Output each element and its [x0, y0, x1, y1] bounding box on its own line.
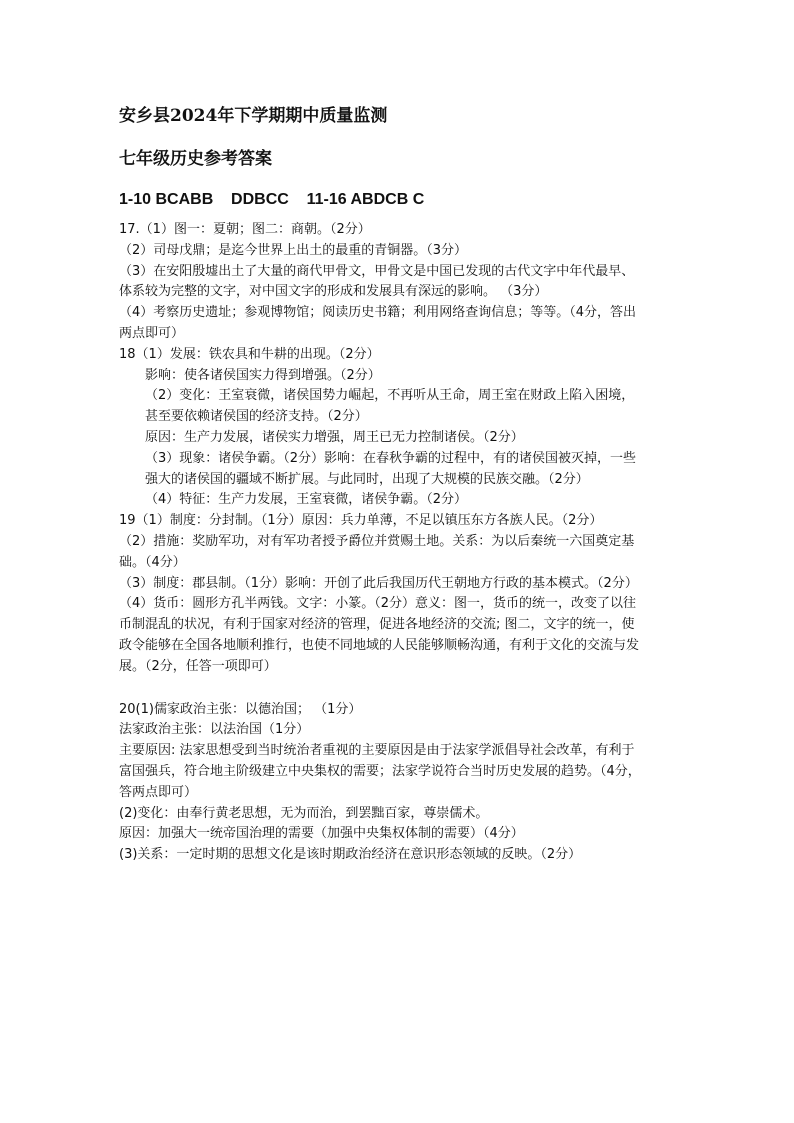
answer-line: (3)关系：一定时期的思想文化是该时期政治经济在意识形态领域的反映。（2分）	[119, 847, 582, 863]
answer-line: 币制混乱的状况，有利于国家对经济的管理，促进各地经济的交流; 图二，文字的统一，使	[119, 617, 635, 633]
answer-line: 影响：使各诸侯国实力得到增强。（2分）	[145, 367, 381, 383]
multiple-choice-answers: 1-10 BCABB DDBCC 11-16 ABDCB C	[119, 191, 425, 208]
answer-line: 础。（4分）	[119, 554, 186, 570]
answer-line: 展。（2分，任答一项即可）	[119, 658, 277, 674]
answer-line: 法家政治主张：以法治国（1分）	[119, 722, 310, 738]
question-20	[119, 700, 689, 866]
answer-line: （3）现象：诸侯争霸。（2分）影响：在春秋争霸的过程中，有的诸侯国被灭掉，一些	[145, 450, 637, 466]
answer-line: 17.（1）图一：夏朝；图二：商朝。（2分）	[119, 222, 371, 237]
answer-line: （4）特征：生产力发展，王室衰微，诸侯争霸。（2分）	[145, 492, 468, 508]
answer-line: 18（1）发展：铁农具和牛耕的出现。（2分）	[119, 346, 380, 362]
question-17	[119, 220, 689, 345]
answer-line: （3）制度：郡县制。（1分）影响：开创了此后我国历代王朝地方行政的基本模式。（2分）	[119, 575, 638, 591]
question-18	[119, 345, 689, 511]
answer-line: 强大的诸侯国的疆域不断扩展。与此同时，出现了大规模的民族交融。（2分）	[145, 471, 589, 487]
answer-line: 政令能够在全国各地顺利推行，也使不同地域的人民能够顺畅沟通，有利于文化的交流与发	[119, 637, 640, 653]
question-19	[119, 511, 689, 677]
answer-line: （3）在安阳殷墟出土了大量的商代甲骨文，甲骨文是中国已发现的古代文字中年代最早、	[119, 263, 635, 279]
answer-content	[119, 220, 689, 866]
answer-line: (2)变化：由奉行黄老思想，无为而治，到罢黜百家，尊崇儒术。	[119, 805, 489, 821]
answer-line: 答两点即可）	[119, 784, 198, 800]
section-gap	[119, 678, 689, 700]
document-title: 安乡县2024年下学期期中质量监测	[119, 106, 388, 126]
answer-line: （4）考察历史遗址；参观博物馆；阅读历史书籍；利用网络查询信息；等等。（4分，答出	[119, 305, 637, 321]
answer-line: （2）措施：奖励军功，对有军功者授予爵位并赏赐土地。关系：为以后秦统一六国奠定基	[119, 533, 635, 549]
answer-line: 主要原因: 法家思想受到当时统治者重视的主要原因是由于法家学派倡导社会改革，有利于	[119, 743, 635, 759]
answer-line: （2）变化：王室衰微，诸侯国势力崛起，不再听从王命，周王室在财政上陷入困境，	[145, 388, 635, 404]
answer-line: 富国强兵，符合地主阶级建立中央集权的需要；法家学说符合当时历史发展的趋势。（4分，	[119, 763, 641, 779]
answer-line: 体系较为完整的文字，对中国文字的形成和发展具有深远的影响。 （3分）	[119, 284, 548, 300]
answer-line: （4）货币：圆形方孔半两钱。文字：小篆。（2分）意义：图一，货币的统一，改变了以往	[119, 596, 637, 612]
answer-line: 甚至要依赖诸侯国的经济支持。（2分）	[145, 409, 368, 425]
answer-line: 原因：生产力发展，诸侯实力增强，周王已无力控制诸侯。（2分）	[145, 429, 524, 445]
answer-line: （2）司母戊鼎；是迄今世界上出土的最重的青铜器。（3分）	[119, 242, 468, 258]
document-subtitle: 七年级历史参考答案	[119, 149, 272, 169]
answer-line: 19（1）制度：分封制。（1分）原因：兵力单薄，不足以镇压东方各族人民。（2分）	[119, 513, 603, 529]
answer-line: 原因：加强大一统帝国治理的需要（加强中央集权体制的需要）（4分）	[119, 826, 524, 842]
answer-line: 两点即可）	[119, 325, 185, 341]
answer-line: 20(1)儒家政治主张：以德治国； （1分）	[119, 701, 362, 717]
